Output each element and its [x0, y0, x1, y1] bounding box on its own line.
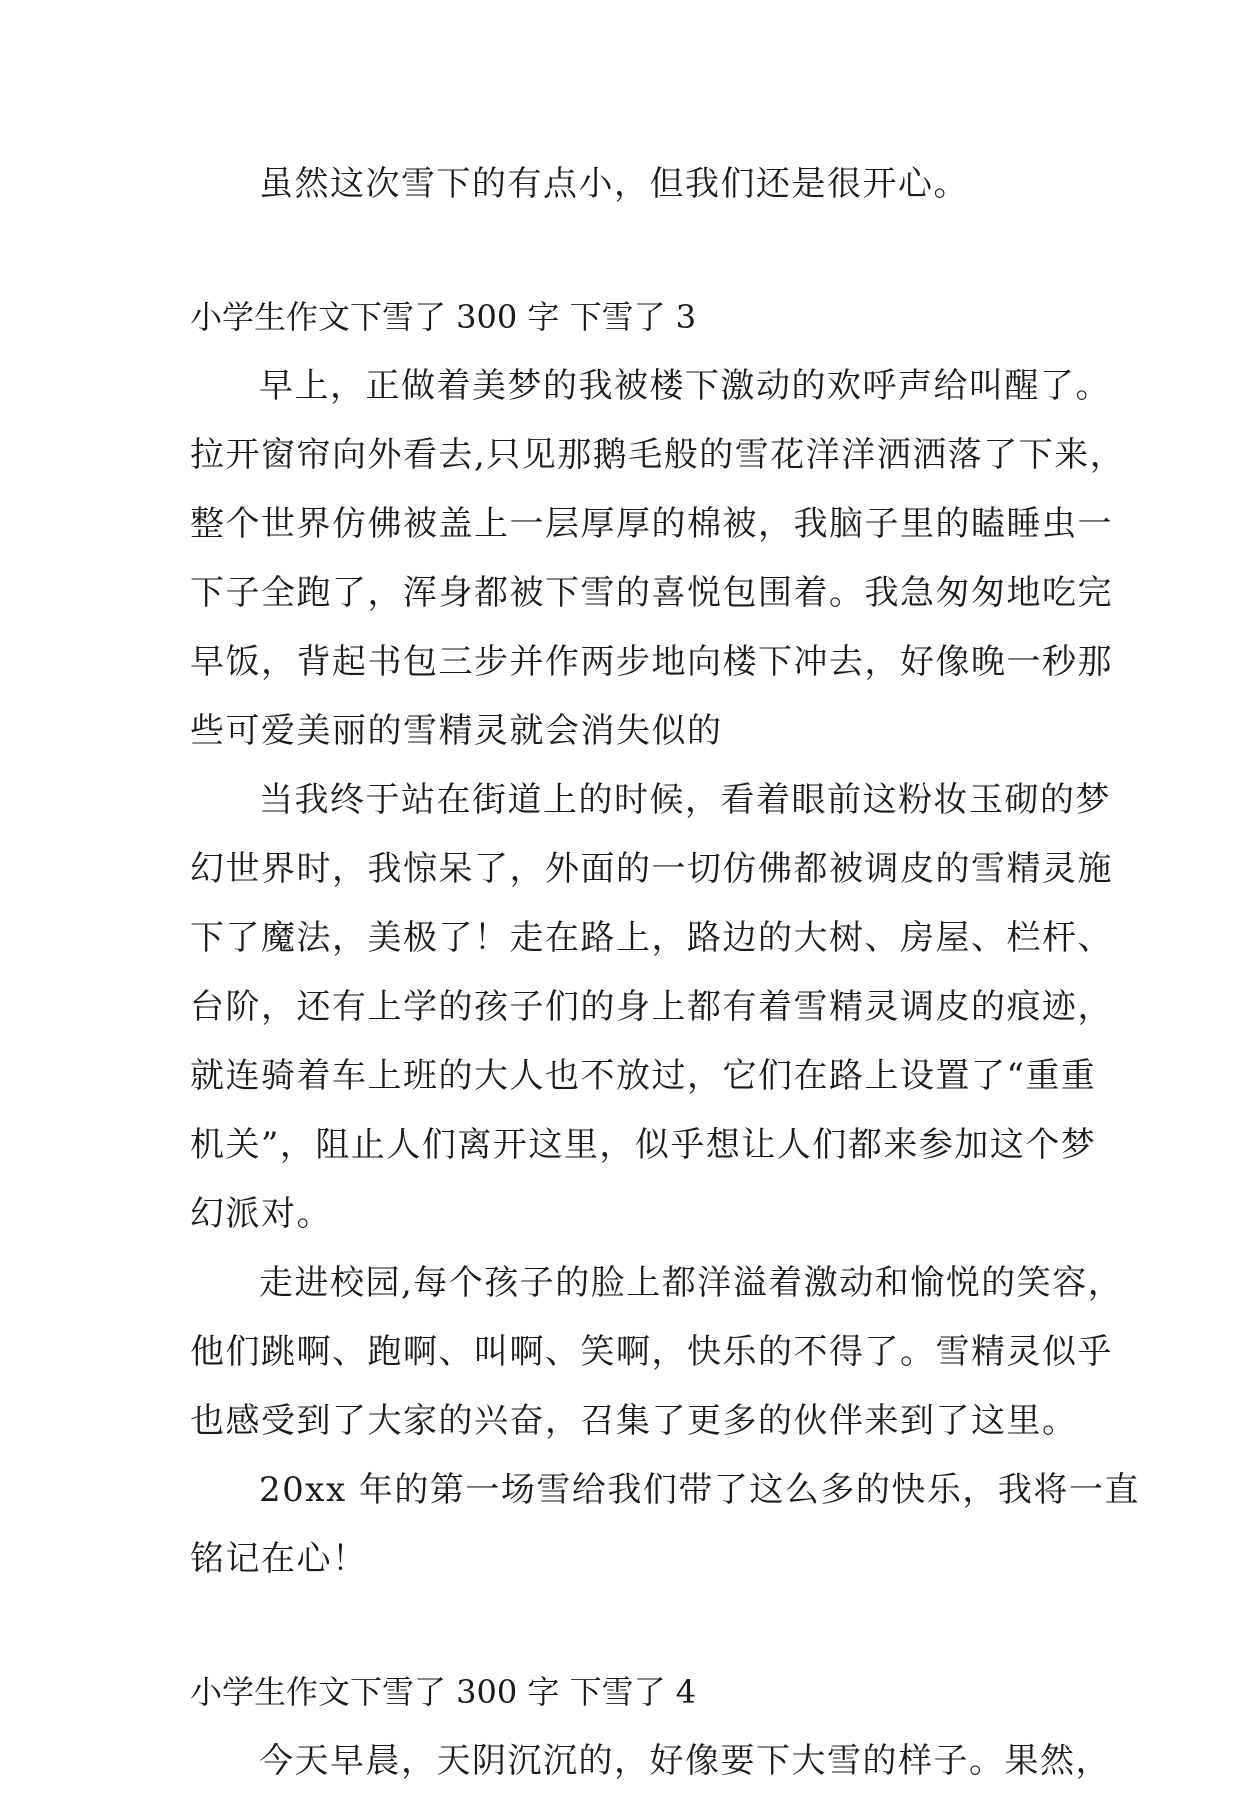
paragraph-line: 些可爱美丽的雪精灵就会消失似的 — [190, 711, 723, 751]
section-gap — [190, 219, 1070, 283]
paragraph-line: 铭记在心！ — [190, 1539, 368, 1579]
section-heading: 小学生作文下雪了 300 字 下雪了 4 — [190, 1673, 697, 1711]
paragraph-line: 早上，正做着美梦的我被楼下激动的欢呼声给叫醒了。 — [259, 366, 1111, 406]
paragraph-line: 幻派对。 — [190, 1194, 332, 1234]
section-heading: 小学生作文下雪了 300 字 下雪了 3 — [190, 298, 697, 336]
paragraph-line: 走进校园,每个孩子的脸上都洋溢着激动和愉悦的笑容， — [259, 1263, 1124, 1303]
document-page — [190, 150, 1140, 1796]
paragraph-line: 虽然这次雪下的有点小，但我们还是很开心。 — [259, 164, 969, 204]
paragraph-line: 也感受到了大家的兴奋，召集了更多的伙伴来到了这里。 — [190, 1401, 1078, 1441]
paragraph-line: 他们跳啊、跑啊、叫啊、笑啊，快乐的不得了。雪精灵似乎 — [190, 1332, 1113, 1372]
paragraph-line: 当我终于站在街道上的时候，看着眼前这粉妆玉砌的梦 — [259, 780, 1111, 820]
paragraph-line: 拉开窗帘向外看去,只见那鹅毛般的雪花洋洋洒洒落了下来， — [190, 435, 1126, 475]
paragraph-line: 20xx 年的第一场雪给我们带了这么多的快乐，我将一直 — [259, 1470, 1140, 1510]
paragraph-line: 早饭，背起书包三步并作两步地向楼下冲去，好像晚一秒那 — [190, 642, 1113, 682]
paragraph-line: 幻世界时，我惊呆了，外面的一切仿佛都被调皮的雪精灵施 — [190, 849, 1113, 889]
paragraph-line: 就连骑着车上班的大人也不放过，它们在路上设置了“重重 — [190, 1056, 1097, 1096]
paragraph-line: 台阶，还有上学的孩子们的身上都有着雪精灵调皮的痕迹， — [190, 987, 1113, 1027]
paragraph-line: 下了魔法，美极了！走在路上，路边的大树、房屋、栏杆、 — [190, 918, 1113, 958]
paragraph-line: 下子全跑了，浑身都被下雪的喜悦包围着。我急匆匆地吃完 — [190, 573, 1113, 613]
section-gap — [190, 1594, 1070, 1658]
paragraph-line: 今天早晨，天阴沉沉的，好像要下大雪的样子。果然， — [259, 1741, 1111, 1781]
paragraph-line: 机关”，阻止人们离开这里，似乎想让人们都来参加这个梦 — [190, 1125, 1097, 1165]
paragraph-line: 整个世界仿佛被盖上一层厚厚的棉被，我脑子里的瞌睡虫一 — [190, 504, 1113, 544]
